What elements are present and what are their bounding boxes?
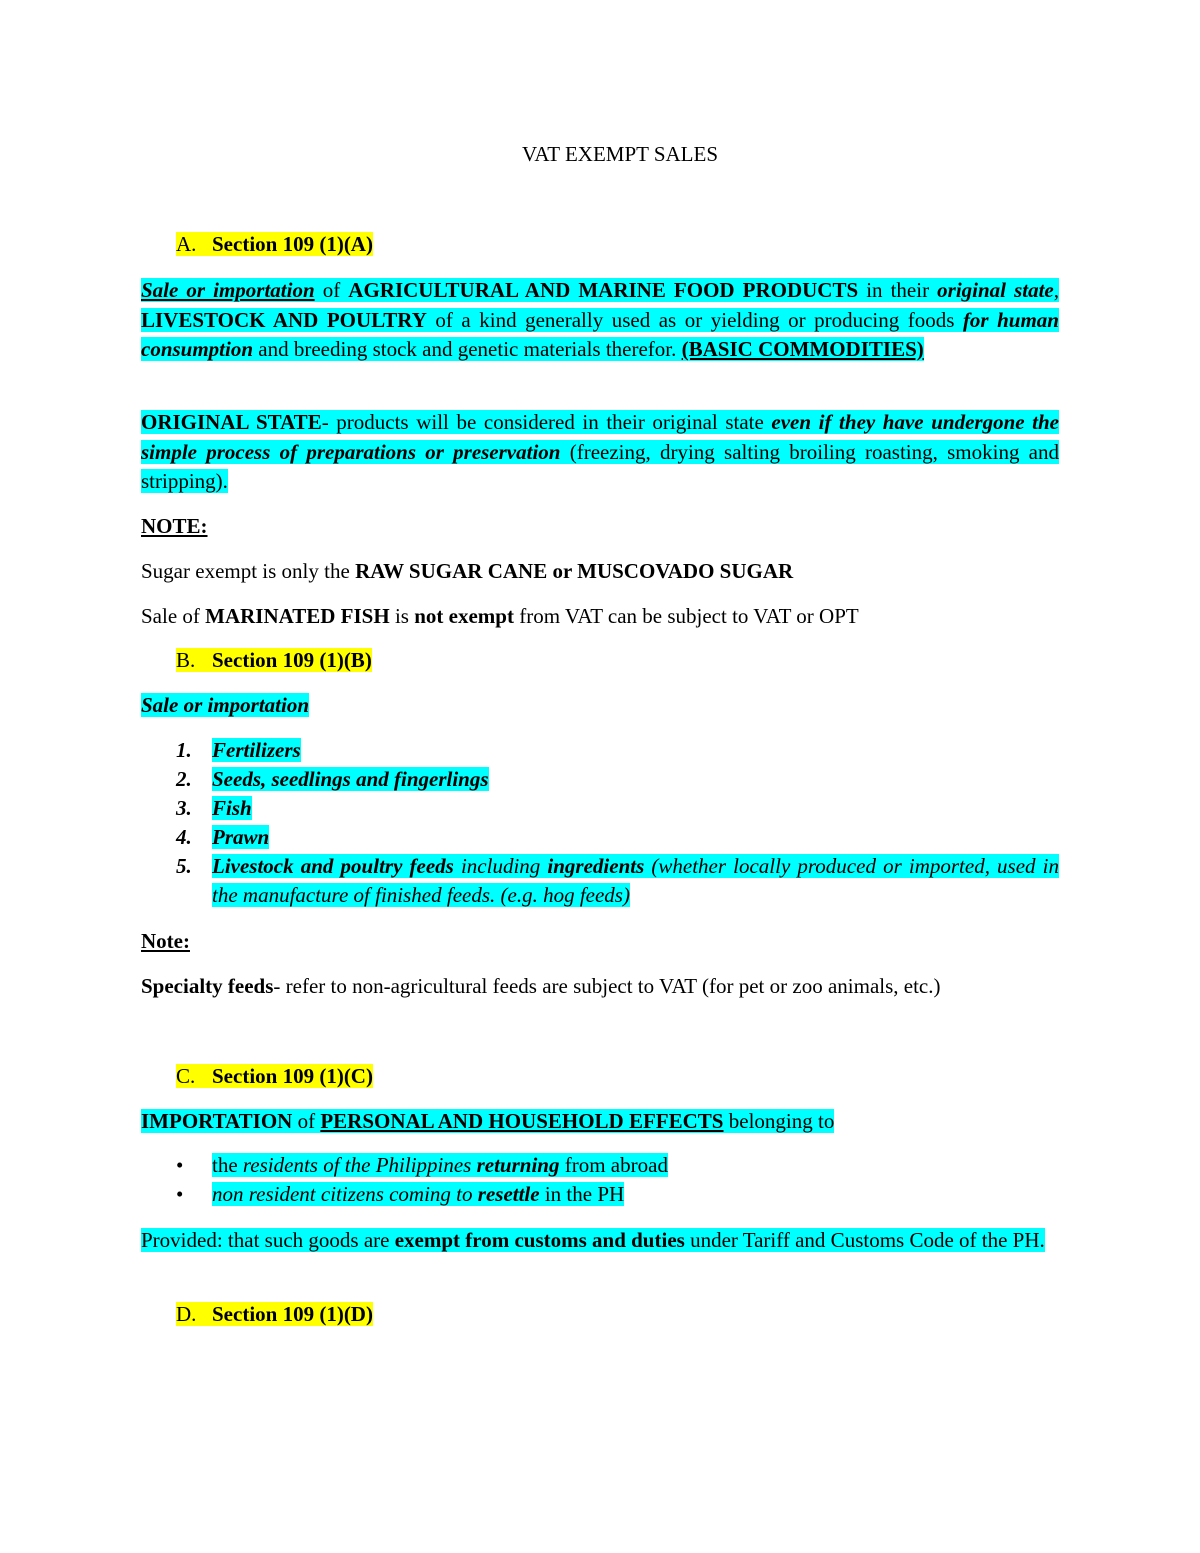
bullet-icon: •	[176, 1153, 184, 1177]
section-a-letter: A.	[176, 232, 197, 256]
section-a-note-2: Sale of MARINATED FISH is not exempt from VAT can be subject to VAT or OPT	[141, 604, 859, 628]
section-b-note-label: Note:	[141, 929, 190, 953]
section-c-heading	[176, 1062, 373, 1091]
section-b-letter: B.	[176, 648, 196, 672]
section-a-note-label: NOTE:	[141, 514, 208, 538]
section-c-title: Section 109 (1)(C)	[212, 1064, 373, 1088]
section-d-title: Section 109 (1)(D)	[212, 1302, 373, 1326]
section-c-provided: Provided: that such goods are exempt from customs and duties under Tariff and Customs Code of the PH.	[141, 1228, 1045, 1252]
list-item: 1. Fertilizers	[176, 738, 301, 762]
bullet-icon: •	[176, 1182, 184, 1206]
list-item: 2. Seeds, seedlings and fingerlings	[176, 767, 489, 791]
list-item: 4. Prawn	[176, 825, 270, 849]
section-a-title: Section 109 (1)(A)	[212, 232, 373, 256]
section-a-paragraph-2: ORIGINAL STATE- products will be considered in their original state even if they have undergone the simple process of preparations or preservation (freezing, drying salting broiling roasting, smoking and stripping).	[141, 410, 1059, 493]
section-c-bullets	[141, 1151, 1059, 1209]
section-d-letter: D.	[176, 1302, 197, 1326]
section-a-heading	[176, 230, 373, 259]
section-b-note: Specialty feeds- refer to non-agricultural feeds are subject to VAT (for pet or zoo animals, etc.)	[141, 974, 941, 998]
list-item: • non resident citizens coming to resettle in the PH	[141, 1180, 1059, 1209]
document-title: VAT EXEMPT SALES	[521, 142, 719, 166]
section-c-intro: IMPORTATION of PERSONAL AND HOUSEHOLD EFFECTS belonging to	[141, 1109, 835, 1133]
section-b-list	[141, 736, 1059, 910]
section-a-paragraph-1: Sale or importation of AGRICULTURAL AND MARINE FOOD PRODUCTS in their original state, LIVESTOCK AND POULTRY of a kind generally used as or yielding or producing foods for human consumption and breeding stock and genetic materials therefor. (BASIC COMMODITIES)	[141, 278, 1059, 361]
list-item: • the residents of the Philippines returning from abroad	[141, 1151, 1059, 1180]
section-b-heading	[176, 646, 372, 675]
list-item: 3. Fish	[176, 796, 252, 820]
section-b-intro: Sale or importation	[141, 693, 310, 717]
section-c-letter: C.	[176, 1064, 196, 1088]
section-b-title: Section 109 (1)(B)	[212, 648, 372, 672]
section-a-note-1: Sugar exempt is only the RAW SUGAR CANE or MUSCOVADO SUGAR	[141, 559, 794, 583]
section-d-heading	[176, 1300, 373, 1329]
list-item: 5. Livestock and poultry feeds including ingredients (whether locally produced or imported, used in the manufacture of finished feeds. (e.g. hog feeds)	[176, 854, 1060, 907]
